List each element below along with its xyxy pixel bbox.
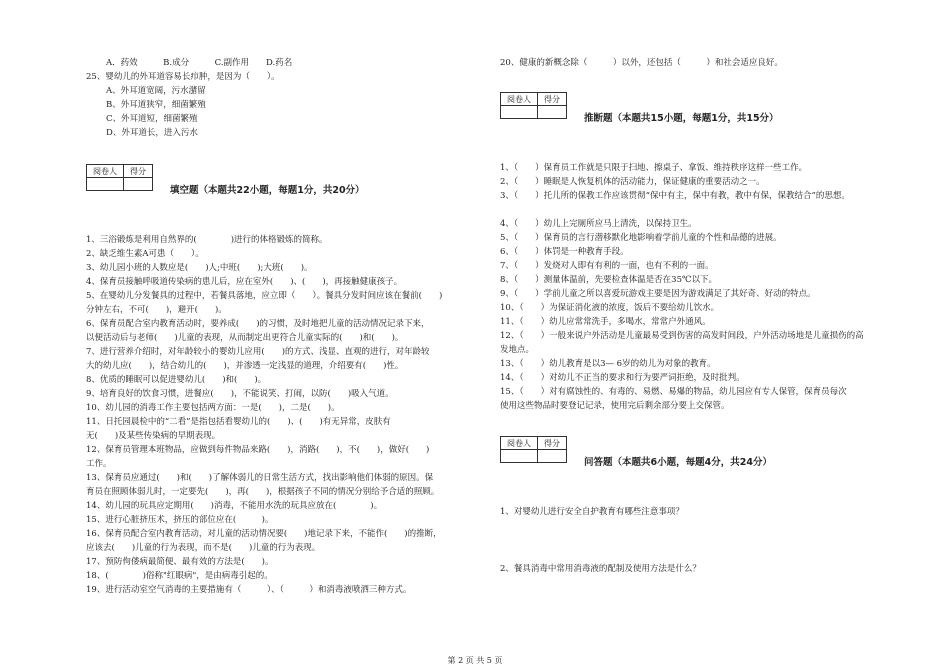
- fill-item: 4、保育员接触呼吸道传染病的患儿后，应在室外( )、( )，再接触健康孩子。: [86, 277, 403, 287]
- fill-item: 14、幼儿园的玩具应定期用( )消毒，不能用水洗的玩具应放在( )。: [86, 501, 383, 511]
- judge-item: 1、（ ）保育员工作就是只限于扫地、擦桌子、拿饭、维持秩序这样一些工作。: [500, 163, 808, 173]
- fill-item: 15、进行心脏挤压术，挤压的部位应在( )。: [86, 515, 274, 525]
- judge-item: 3、（ ）托儿所的保教工作应该贯彻“保中有主，保中有教，教中有保，保教结合”的思想。: [500, 191, 850, 201]
- section-fill-title: 填空题（本题共22小题，每题1分，共20分）: [170, 185, 365, 196]
- judge-item: 13、（ ）幼儿教育是以3— 6岁的幼儿为对象的教育。: [500, 359, 716, 369]
- judge-item: 7、（ ）发烧对人即有有利的一面，也有不利的一面。: [500, 261, 714, 271]
- judge-item: 15、（ ）对有腐蚀性的、有毒的、易燃、易爆的物品，幼儿园应有专人保管，保育员每次: [500, 387, 847, 397]
- fill-item: 9、培育良好的饮食习惯，进餐应( )，不能说笑、打闹，以防( )吸入气道。: [86, 389, 394, 399]
- score-box: [86, 164, 153, 191]
- option-line: A．药效 B.成分 C.副作用 D.药名: [106, 58, 293, 68]
- judge-item: 5、（ ）保育员的言行潜移默化地影响着学前儿童的个性和品德的进展。: [500, 233, 782, 243]
- section-qa-title: 问答题（本题共6小题，每题4分，共24分）: [584, 457, 772, 468]
- reviewer-label: 阅卷人: [501, 437, 538, 450]
- fill-item: 18、( )俗称"红眼病"，是由病毒引起的。: [86, 571, 273, 581]
- judge-item: 使用这些物品时要登记记录，使用完后剩余部分要上交保管。: [500, 401, 730, 411]
- score-label: 得分: [538, 93, 567, 106]
- judge-item: 10、（ ）为保证消化液的浓度，饭后不要给幼儿饮水。: [500, 303, 720, 313]
- fill-item: 1、三浴锻炼是利用自然界的( )进行的体格锻炼的简称。: [86, 235, 328, 245]
- section-judge-title: 推断题（本题共15小题，每题1分，共15分）: [584, 113, 779, 124]
- fill-item: 16、保育员配合室内教育活动，对儿童的活动情况要( )地记录下来，不能作( )的推断，: [86, 529, 442, 539]
- fill-item: 13、保育员应通过( )和( )了解体弱儿的日常生活方式，找出影响他们体弱的原因。保: [86, 473, 434, 483]
- question-25: 25、婴幼儿的外耳道容易长疖肿，是因为（ ）。: [86, 72, 280, 82]
- option-b: B、外耳道狭窄，细菌繁殖: [106, 100, 206, 110]
- option-d: D、外耳道长，进入污水: [106, 128, 198, 138]
- judge-item: 发地点。: [500, 345, 535, 355]
- fill-item: 8、优质的睡眠可以促进婴幼儿( )和( )。: [86, 375, 267, 385]
- fill-item: 12、保育员管理本班物品，应做到每件物品来路( )，消路( )，不( )，做好( ): [86, 445, 430, 455]
- score-label: 得分: [538, 437, 567, 450]
- fill-item: 2、缺乏维生素A可患（ ）。: [86, 249, 204, 259]
- judge-item: 4、（ ）幼儿上完厕所应马上清洗，以保持卫生。: [500, 219, 697, 229]
- reviewer-label: 阅卷人: [501, 93, 538, 106]
- fill-item: 10、幼儿园的消毒工作主要包括两方面：一是( )，二是( )。: [86, 403, 340, 413]
- option-c: C、外耳道短，细菌繁殖: [106, 114, 198, 124]
- fill-item: 19、进行活动室空气消毒的主要措施有（ ）、（ ）和消毒液喷洒三种方式。: [86, 585, 412, 595]
- fill-item: 工作。: [86, 459, 112, 469]
- fill-item: 11、日托园晨检中的“二看”是指包括看婴幼儿的( )、( )有无异常，皮肤有: [86, 417, 391, 427]
- fill-item: 17、预防佝偻病最简便、最有效的方法是( )。: [86, 557, 274, 567]
- fill-item: 以便活动后与老师( )儿童的表现，从而制定出更符合儿童实际的( )和( )。: [86, 333, 404, 343]
- judge-item: 9、（ ）学前儿童之所以喜爱玩游戏主要是因为游戏满足了其好奇、好动的特点。: [500, 289, 816, 299]
- fill-item: 6、保育员配合室内教育活动时，要养成( )的习惯，及时地把儿童的活动情况记录下来，: [86, 319, 430, 329]
- reviewer-label: 阅卷人: [87, 165, 124, 178]
- page-footer: 第 2 页 共 5 页: [447, 656, 503, 665]
- fill-item: 7、进行营养介绍时，对年龄较小的婴幼儿应用( )的方式、浅显、直观的进行，对年龄较: [86, 347, 430, 357]
- score-label: 得分: [124, 165, 153, 178]
- judge-item: 11、（ ）幼儿应常常洗手，多喝水，常常户外通风。: [500, 317, 711, 327]
- judge-item: 12、（ ）一般来说户外活动是儿童最易受到伤害的高发时间段，户外活动场地是儿童损伤的高: [500, 331, 864, 341]
- score-box: [500, 92, 567, 119]
- fill-item: 分钟左右，不可( )，避开( )。: [86, 305, 227, 315]
- fill-item: 3、幼儿园小班的人数应是( )人;中班( );大班( )。: [86, 263, 313, 273]
- score-box: [500, 436, 567, 463]
- fill-item: 5、在婴幼儿分发餐具的过程中，若餐具落地，应立即（ ）。餐具分发时间应该在餐前( ): [86, 291, 443, 301]
- judge-item: 2、（ ）睡眠是人恢复机体的活动能力，保证健康的重要活动之一。: [500, 177, 765, 187]
- judge-item: 14、（ ）对幼儿不正当的要求和行为要严词拒绝，及时批判。: [500, 373, 745, 383]
- qa-item: 1、对婴幼儿进行安全自护教育有哪些注意事项？: [500, 507, 684, 517]
- judge-item: 6、（ ）体罚是一种教育手段。: [500, 247, 629, 257]
- judge-item: 8、（ ）测量体温前，先要检查体温是否在35℃以下。: [500, 275, 717, 285]
- fill-item: 无( )及某些传染病的早期表现。: [86, 431, 221, 441]
- fill-item-20: 20、健康的新概念除（ ）以外，还包括（ ）和社会适应良好。: [500, 58, 783, 68]
- fill-item: 应该去( )儿童的行为表现，而不是( )儿童的行为表现。: [86, 543, 321, 553]
- fill-item: 大的幼儿应( )，结合幼儿的( )，并渗透一定浅显的道理，介绍要有( )性。: [86, 361, 404, 371]
- fill-item: 育员在照顾体弱儿时，一定要先( )，再( )，根据孩子不同的情况分别给予合适的照顾。: [86, 487, 440, 497]
- option-a: A、外耳道宽阔，污水潴留: [106, 86, 206, 96]
- qa-item: 2、餐具消毒中常用消毒液的配制及使用方法是什么？: [500, 564, 701, 574]
